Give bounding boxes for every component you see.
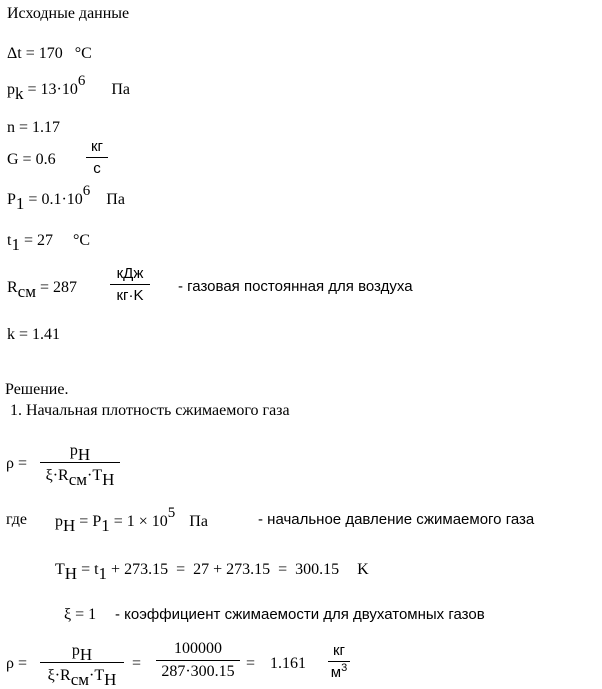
rho-result-fraction-numeric: 100000 287·300.15: [156, 641, 240, 680]
ph-note: - начальное давление сжимаемого газа: [258, 511, 535, 528]
xi-line: ξ = 1: [64, 606, 97, 623]
delta-t-line: Δt = 170 °C: [7, 45, 92, 62]
rcm-unit-fraction: кДж кг·K: [110, 266, 150, 303]
step-1-title: 1. Начальная плотность сжимаемого газа: [10, 402, 290, 419]
rho-result-eq2: =: [132, 655, 142, 672]
p1-line: P1 = 0.1·106 Па: [7, 183, 125, 213]
xi-note: - коэффициент сжимаемости для двухатомных газов: [115, 606, 485, 623]
t1-line: t1 = 27 °C: [7, 232, 91, 254]
rho-result-eq3: =: [246, 655, 256, 672]
delta-t-unit: °C: [74, 45, 92, 62]
rho-result-value: 1.161: [270, 655, 306, 672]
delta-t-symbol: Δt: [7, 45, 22, 62]
pk-unit: Па: [111, 81, 131, 98]
rho-result-lhs: ρ =: [6, 655, 28, 672]
n-line: n = 1.17: [7, 119, 61, 136]
th-line: TH = t1 + 273.15 = 27 + 273.15 = 300.15 K: [55, 561, 369, 583]
g-unit-fraction: кг с: [86, 139, 108, 176]
heading-source-data: Исходные данные: [7, 5, 130, 22]
delta-t-value: 170: [38, 45, 63, 62]
solution-heading: Решение.: [5, 381, 69, 398]
k-line: k = 1.41: [7, 326, 61, 343]
pk-mantissa: 13·10: [40, 81, 78, 98]
rho-result-unit: кг $м^3$: [328, 643, 350, 680]
rho-lhs: ρ =: [6, 455, 28, 472]
rho-result-fraction-symbolic: pH ξ·Rсм·TH: [40, 641, 124, 684]
rcm-note: - газовая постоянная для воздуха: [178, 278, 413, 295]
g-line: G = 0.6: [7, 151, 56, 168]
ph-line: pH = P1 = 1 × 105 Па: [55, 505, 208, 535]
where-label: где: [6, 511, 28, 528]
rho-formula-fraction: pH ξ·Rсм·TH: [40, 441, 120, 484]
rcm-line: Rсм = 287: [7, 279, 78, 301]
pk-line: pk = 13·106 Па: [7, 73, 131, 103]
